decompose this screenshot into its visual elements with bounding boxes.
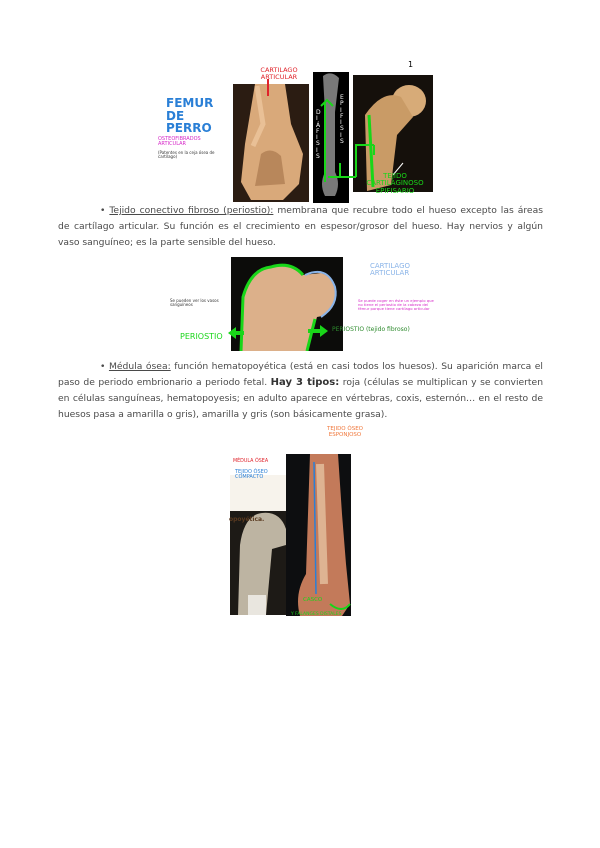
label-tejido-cartilaginoso: TEJIDO CARTILAGINOSO EPIFISARIO xyxy=(366,172,424,195)
figure-medula xyxy=(225,425,385,625)
label-osteofibrados: OSTEOFIBRADOS ARTICULAR xyxy=(158,136,201,148)
tipos-bold: Hay 3 tipos: xyxy=(270,377,340,388)
paragraph-periostio xyxy=(58,203,543,251)
label-diafisis: DIÁFISIS xyxy=(316,109,325,161)
photo-mark: 1 xyxy=(408,60,414,69)
figure-femur xyxy=(150,55,450,205)
label-periostio-left: PERIOSTIO xyxy=(180,332,223,341)
note-right: Se puede coger en éste un ejemplo que no tiene el periostio de la cabeza del fémur porque tiene cartílago articular xyxy=(358,298,434,311)
term-periostio: Tejido conectivo fibroso (periostio): xyxy=(109,205,274,216)
label-tejido-oseo-esponjoso: TEJIDO ÓSEO ESPONJOSO xyxy=(326,426,364,438)
label-medula-osea: MÉDULA ÓSEA xyxy=(233,459,269,464)
bullet: • xyxy=(100,361,106,372)
figure-periostio xyxy=(168,255,438,355)
label-cartilago-articular-2: CARTILAGO ARTICULAR xyxy=(370,262,411,278)
label-epifisis: EPIFISIS xyxy=(340,94,347,146)
medula-text-a: función hematopoyética (está en casi todos los huesos). Su aparición marca el paso de periodo embrionario a periodo fetal. xyxy=(58,361,543,388)
bullet: • xyxy=(100,205,106,216)
bone-section-photo xyxy=(230,475,286,615)
label-falanges: Y FALANGES DISTALES xyxy=(291,612,342,617)
label-tejido-compacto: TEJIDO ÓSEO COMPACTO xyxy=(235,469,268,481)
label-periostio-right: PERIOSTIO (tejido fibroso) xyxy=(332,326,410,333)
red-pointer xyxy=(267,79,269,96)
label-femur-de-perro: FEMUR DE PERRO xyxy=(166,96,214,136)
note-left: Se pueden ver los vasos sanguíneos xyxy=(170,298,219,308)
femur-photo xyxy=(233,84,309,202)
paragraph-medula xyxy=(58,359,543,423)
bone-section-illustration xyxy=(230,475,286,615)
medula-text-b: roja (células se multiplican y se convierten en células sanguíneas, hematopoyesis; en adulto aparece en vértebras, coxis, esternón… en el resto de huesos pasa a amarilla o gris), amarilla y gris (son básicamente grasa). xyxy=(58,377,544,420)
label-osteofibrados-note: (Patentes en la ceja ósea de cartílago) xyxy=(158,150,215,160)
hoof-section-photo xyxy=(286,454,351,616)
femur-illustration xyxy=(233,84,309,202)
periostio-text: membrana que recubre todo el hueso excepto las áreas de cartílago articular. Su función es el crecimiento en espesor/grosor del hueso. Hay nervios y algún vaso sanguíneo; es la parte sensible del hueso. xyxy=(58,205,544,248)
label-cartilago-articular: CARTILAGO ARTICULAR xyxy=(260,66,298,81)
label-casco: CASCO xyxy=(303,597,323,603)
term-medula: Médula ósea: xyxy=(108,361,171,372)
label-opoyetica: opoyética. xyxy=(229,516,265,523)
hoof-section-illustration xyxy=(286,454,351,616)
